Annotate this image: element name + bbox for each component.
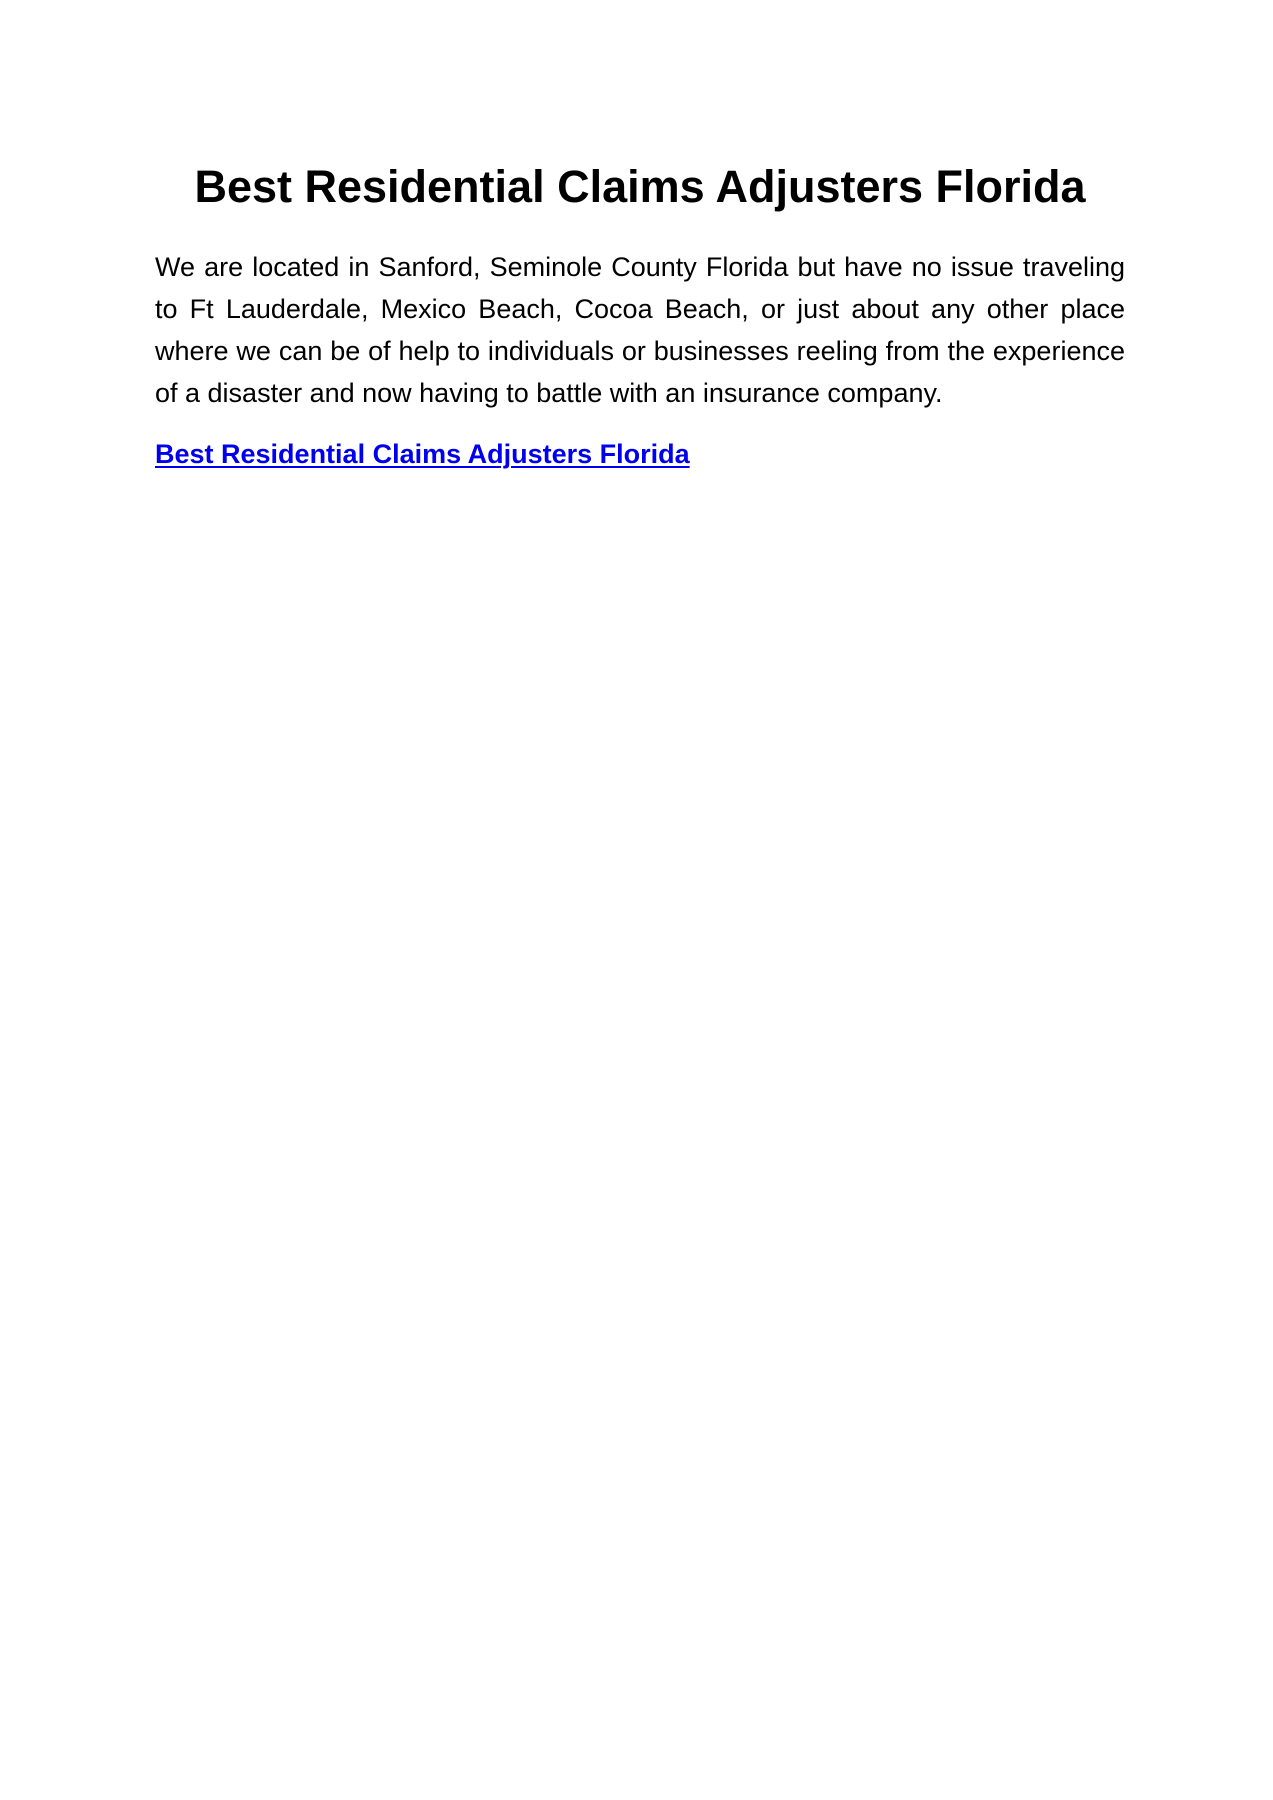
page-content — [155, 150, 1125, 472]
residential-claims-link[interactable]: Best Residential Claims Adjusters Florida — [155, 439, 690, 469]
body-paragraph: We are located in Sanford, Seminole County Florida but have no issue traveling to Ft Lauderdale, Mexico Beach, Cocoa Beach, or just about any other place where we can be of help to individuals or businesses reeling from the experience of a disaster and now having to battle with an insurance company. — [155, 252, 1125, 408]
page-title: Best Residential Claims Adjusters Florida — [194, 161, 1086, 212]
